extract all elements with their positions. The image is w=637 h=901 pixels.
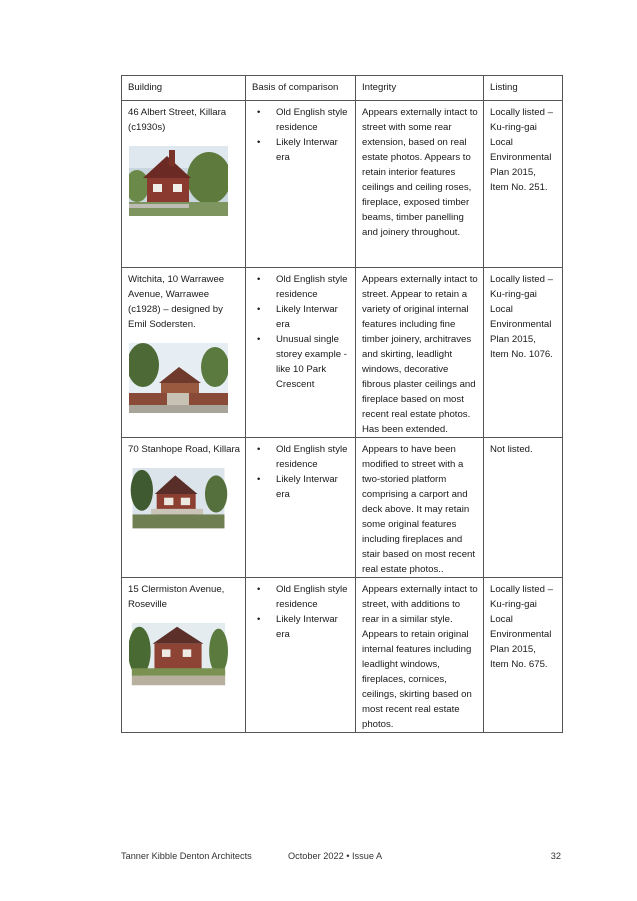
integrity-cell: Appears externally intact to street. Appear to retain a variety of original internal features including fine timber joinery, architraves and skirting, leadlight windows, decorative fibrous plaster ceilings and fireplace based on most recent real estate photos. Has been extended. bbox=[356, 268, 484, 438]
table-row bbox=[122, 101, 563, 268]
building-cell bbox=[122, 268, 246, 438]
integrity-cell: Appears externally intact to street with some rear extension, based on real estate photos. Appears to retain interior features ceilings and ceiling roses, fireplace, exposed timber beams, timber panelling and joinery throughout. bbox=[356, 101, 484, 268]
listing-cell: Locally listed – Ku-ring-gai Local Environmental Plan 2015, Item No. 1076. bbox=[484, 268, 563, 438]
listing-cell: Locally listed – Ku-ring-gai Local Environmental Plan 2015, Item No. 675. bbox=[484, 578, 563, 733]
table-header-row bbox=[122, 76, 563, 101]
comparison-table bbox=[121, 75, 563, 733]
list-item: • Likely Interwar era bbox=[252, 612, 350, 642]
basis-cell bbox=[246, 101, 356, 268]
house-photo bbox=[129, 146, 228, 216]
building-name: 15 Clermiston Avenue, Roseville bbox=[128, 584, 225, 610]
basis-list bbox=[252, 272, 350, 392]
building-cell bbox=[122, 438, 246, 578]
building-cell bbox=[122, 578, 246, 733]
house-photo bbox=[129, 343, 228, 413]
house-photo bbox=[129, 623, 228, 689]
list-item: • Unusual single storey example - like 10 Park Crescent bbox=[252, 332, 350, 392]
footer-date-issue: October 2022 • Issue A bbox=[288, 851, 383, 861]
building-cell bbox=[122, 101, 246, 268]
integrity-cell: Appears externally intact to street, with additions to rear in a similar style. Appears to retain original internal features including leadlight windows, fireplaces, cornices, ceilings, skirting based on most recent real estate photos. bbox=[356, 578, 484, 733]
header-building: Building bbox=[122, 76, 246, 101]
listing-cell: Locally listed – Ku-ring-gai Local Environmental Plan 2015, Item No. 251. bbox=[484, 101, 563, 268]
list-item: • Likely Interwar era bbox=[252, 302, 350, 332]
table-row bbox=[122, 268, 563, 438]
basis-list bbox=[252, 582, 350, 642]
basis-list bbox=[252, 442, 350, 502]
basis-cell bbox=[246, 578, 356, 733]
header-listing: Listing bbox=[484, 76, 563, 101]
list-item: • Old English style residence bbox=[252, 442, 350, 472]
list-item: • Likely Interwar era bbox=[252, 135, 350, 165]
header-integrity: Integrity bbox=[356, 76, 484, 101]
table-row bbox=[122, 578, 563, 733]
building-name: 46 Albert Street, Killara (c1930s) bbox=[128, 107, 227, 133]
house-photo bbox=[129, 468, 228, 533]
listing-cell: Not listed. bbox=[484, 438, 563, 578]
integrity-cell: Appears to have been modified to street with a two-storied platform comprising a carport and deck above. It may retain some original features including fireplaces and stair based on most recent real estate photos.. bbox=[356, 438, 484, 578]
table-row bbox=[122, 438, 563, 578]
building-name: Witchita, 10 Warrawee Avenue, Warrawee (c1928) – designed by Emil Sodersten. bbox=[128, 274, 225, 330]
basis-cell bbox=[246, 438, 356, 578]
page-number: 32 bbox=[550, 851, 561, 861]
header-basis: Basis of comparison bbox=[246, 76, 356, 101]
basis-list bbox=[252, 105, 350, 165]
building-name: 70 Stanhope Road, Killara bbox=[128, 444, 241, 455]
basis-cell bbox=[246, 268, 356, 438]
list-item: • Old English style residence bbox=[252, 105, 350, 135]
footer-company: Tanner Kibble Denton Architects bbox=[121, 851, 252, 861]
list-item: • Old English style residence bbox=[252, 582, 350, 612]
list-item: • Old English style residence bbox=[252, 272, 350, 302]
list-item: • Likely Interwar era bbox=[252, 472, 350, 502]
